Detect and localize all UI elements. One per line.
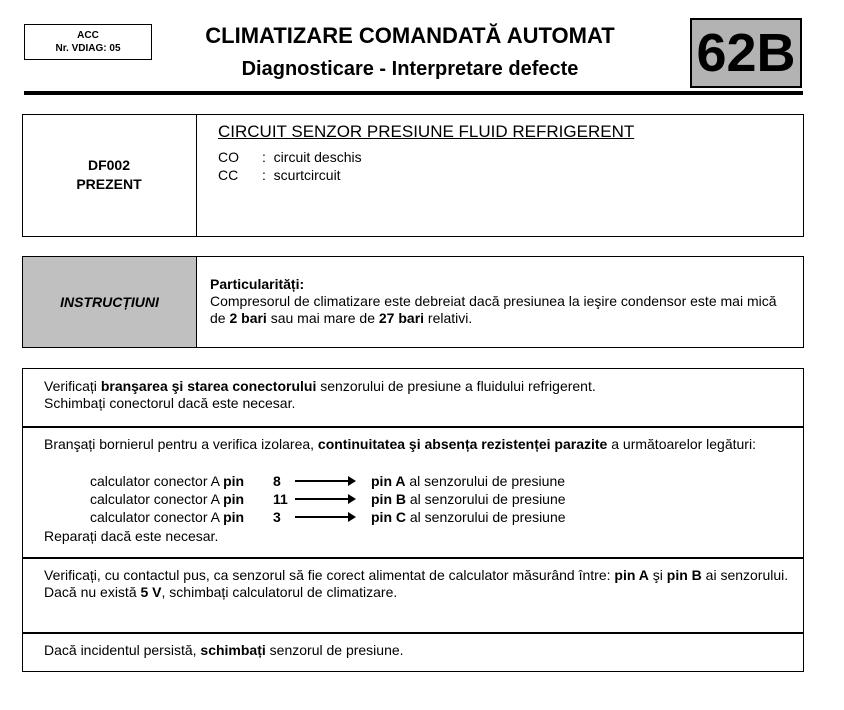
text-segment: Verificați, cu contactul pus, ca senzorul să fie corect alimentat de calculator măsurând între:	[44, 567, 615, 583]
text-segment: Branşați bornierul pentru a verifica izolarea,	[44, 436, 318, 452]
fault-line-key: CC	[218, 167, 239, 183]
text-segment: Dacă nu există	[44, 584, 141, 600]
text-bold: pin A	[614, 567, 649, 583]
fault-code: DF002	[87, 157, 131, 173]
text-bold: 5 V	[140, 584, 162, 600]
step-1-line-1	[44, 378, 794, 395]
text-segment: , schimbați calculatorul de climatizare.	[161, 584, 398, 600]
fault-line-sep: :	[262, 167, 266, 183]
step-3-line-1	[44, 567, 794, 584]
page-title: CLIMATIZARE COMANDATĂ AUTOMAT	[205, 23, 615, 48]
text-bold: 2 bari	[229, 310, 267, 326]
text-bold: pin C	[371, 509, 406, 525]
text-bold: pin	[223, 473, 245, 489]
step-divider	[22, 557, 804, 559]
step-3	[44, 567, 794, 601]
particularities-title: Particularități:	[210, 276, 305, 292]
pin-number: 8	[273, 473, 281, 489]
step-2-footer: Reparați dacă este necesar.	[44, 528, 219, 544]
text-bold: schimbați	[200, 642, 266, 658]
text-bold: continuitatea şi absența rezistenței parazite	[317, 436, 608, 452]
particularities-text	[210, 293, 792, 327]
text-bold: pin	[223, 491, 245, 507]
text-bold: pin B	[371, 491, 406, 507]
text-segment: ai senzorului.	[701, 567, 789, 583]
text-segment: senzorului de presiune a fluidului refrigerent.	[316, 378, 596, 394]
step-4	[44, 642, 794, 659]
section-badge: 62B	[690, 18, 802, 88]
fault-line-value: circuit deschis	[273, 149, 362, 165]
step-divider	[22, 426, 804, 428]
pin-source	[90, 472, 244, 490]
vdiag-number: Nr. VDIAG: 05	[55, 43, 121, 54]
fault-line-sep: :	[262, 149, 266, 165]
fault-line-key: CO	[218, 149, 239, 165]
text-segment: calculator conector A	[90, 473, 224, 489]
pin-source	[90, 508, 244, 526]
fault-line-cc	[218, 166, 362, 184]
step-1-line-2: Schimbați conectorul dacă este necesar.	[44, 395, 296, 411]
text-segment: al senzorului de presiune	[406, 509, 566, 525]
system-code: ACC	[77, 30, 99, 41]
vehicle-code-box	[24, 24, 152, 60]
arrow-right-icon	[295, 498, 350, 500]
step-2-intro	[44, 436, 794, 453]
text-bold: pin A	[371, 473, 406, 489]
text-segment: Dacă incidentul persistă,	[44, 642, 201, 658]
text-segment: Verificați	[44, 378, 101, 394]
text-segment: sau mai mare de	[266, 310, 379, 326]
step-3-line-2	[44, 584, 794, 601]
step-1	[44, 378, 794, 412]
fault-line-co	[218, 148, 362, 166]
text-bold: pin	[223, 509, 245, 525]
fault-line-value: scurtcircuit	[273, 167, 341, 183]
text-segment: şi	[648, 567, 667, 583]
text-segment: a următoarelor legături:	[607, 436, 756, 452]
pin-target	[371, 508, 566, 526]
arrow-right-icon	[295, 480, 350, 482]
text-segment: al senzorului de presiune	[406, 491, 566, 507]
pin-source	[90, 490, 244, 508]
arrow-right-icon	[295, 516, 350, 518]
fault-details	[218, 148, 362, 184]
instructions-label: INSTRUCȚIUNI	[23, 257, 197, 347]
text-segment: calculator conector A	[90, 509, 224, 525]
text-segment: senzorul de presiune.	[265, 642, 404, 658]
pin-target	[371, 490, 566, 508]
page-subtitle: Diagnosticare - Interpretare defecte	[241, 58, 579, 80]
pin-number: 11	[273, 491, 288, 507]
step-divider	[22, 632, 804, 634]
text-bold: branşarea şi starea conectorului	[100, 378, 317, 394]
pin-target	[371, 472, 565, 490]
text-segment: Compresorul de climatizare este debreiat dacă presiunea la ieşire condensor este mai mică de	[210, 293, 777, 326]
pin-number: 3	[273, 509, 281, 525]
header-divider	[24, 91, 803, 95]
text-bold: pin B	[666, 567, 702, 583]
fault-code-cell	[22, 114, 197, 237]
text-segment: relativi.	[424, 310, 473, 326]
text-segment: calculator conector A	[90, 491, 224, 507]
fault-state: PREZENT	[76, 176, 142, 192]
fault-title: CIRCUIT SENZOR PRESIUNE FLUID REFRIGERENT	[218, 122, 635, 141]
text-bold: 27 bari	[378, 310, 425, 326]
text-segment: al senzorului de presiune	[405, 473, 566, 489]
